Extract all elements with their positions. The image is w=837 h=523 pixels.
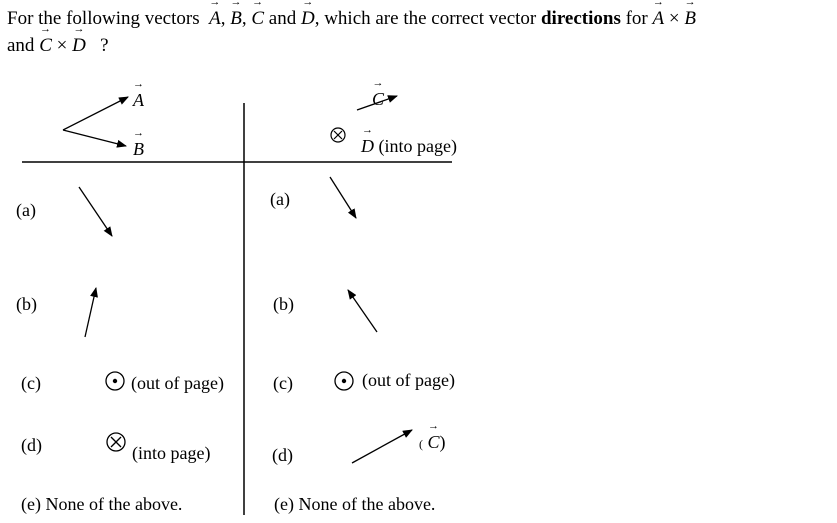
right-a-arrow bbox=[330, 177, 356, 218]
comma: , bbox=[220, 8, 226, 29]
vector-c-symbol-2: → C bbox=[39, 35, 52, 57]
right-d-c-text: → C bbox=[428, 432, 440, 453]
and-word-2: and bbox=[7, 35, 35, 56]
label-d-text: → D bbox=[361, 136, 374, 157]
left-option-d-text: (into page) bbox=[132, 443, 211, 463]
vector-b-symbol: → B bbox=[230, 8, 242, 30]
right-option-a-label: (a) bbox=[270, 189, 290, 209]
label-b-text: → B bbox=[133, 139, 144, 160]
vector-b-symbol-2: → B bbox=[684, 8, 696, 30]
left-option-c-text: (out of page) bbox=[131, 373, 224, 393]
right-b-arrow bbox=[348, 290, 377, 332]
left-b-arrow bbox=[85, 288, 96, 337]
left-option-c-label: (c) bbox=[21, 373, 41, 393]
cross-symbol-2: × bbox=[56, 35, 68, 56]
vector-a-arrow bbox=[63, 97, 128, 130]
vector-a-symbol: → A bbox=[209, 8, 221, 30]
label-c-text: → C bbox=[372, 89, 384, 110]
right-option-e: (e) None of the above. bbox=[274, 494, 436, 514]
right-option-c-label: (c) bbox=[273, 373, 293, 393]
label-vector-c bbox=[372, 89, 384, 110]
label-vector-b bbox=[133, 139, 144, 160]
directions-word: directions bbox=[540, 8, 621, 29]
left-option-a-label: (a) bbox=[16, 200, 36, 220]
left-option-b-label: (b) bbox=[16, 294, 37, 314]
vector-d-symbol: → D bbox=[301, 8, 315, 30]
for-word: for bbox=[625, 8, 648, 29]
left-a-arrow bbox=[79, 187, 112, 236]
left-option-d-label: (d) bbox=[21, 435, 42, 455]
right-d-arrow bbox=[352, 430, 412, 463]
and-word: and bbox=[268, 8, 297, 29]
question-mark: ? bbox=[100, 35, 109, 56]
vector-d-symbol-2: → D bbox=[72, 35, 86, 57]
vector-b-arrow bbox=[63, 130, 126, 146]
comma: , bbox=[241, 8, 247, 29]
vector-c-symbol: → C bbox=[251, 8, 264, 30]
label-a-text: → A bbox=[133, 90, 144, 111]
question-prefix: For the following vectors bbox=[7, 8, 200, 29]
vector-a-symbol-2: → A bbox=[653, 8, 665, 30]
label-d-into-page: (into page) bbox=[378, 136, 457, 156]
paren-close: ) bbox=[439, 432, 446, 452]
right-option-c-text: (out of page) bbox=[362, 370, 455, 390]
label-vector-d bbox=[361, 136, 457, 157]
paren-open: ( bbox=[419, 437, 423, 451]
right-option-d-vector-label bbox=[419, 432, 446, 453]
which-text: , which are the correct vector bbox=[314, 8, 537, 29]
label-vector-a bbox=[133, 90, 144, 111]
left-option-e: (e) None of the above. bbox=[21, 494, 183, 514]
cross-symbol: × bbox=[668, 8, 680, 29]
right-option-d-label: (d) bbox=[272, 445, 293, 465]
right-option-b-label: (b) bbox=[273, 294, 294, 314]
